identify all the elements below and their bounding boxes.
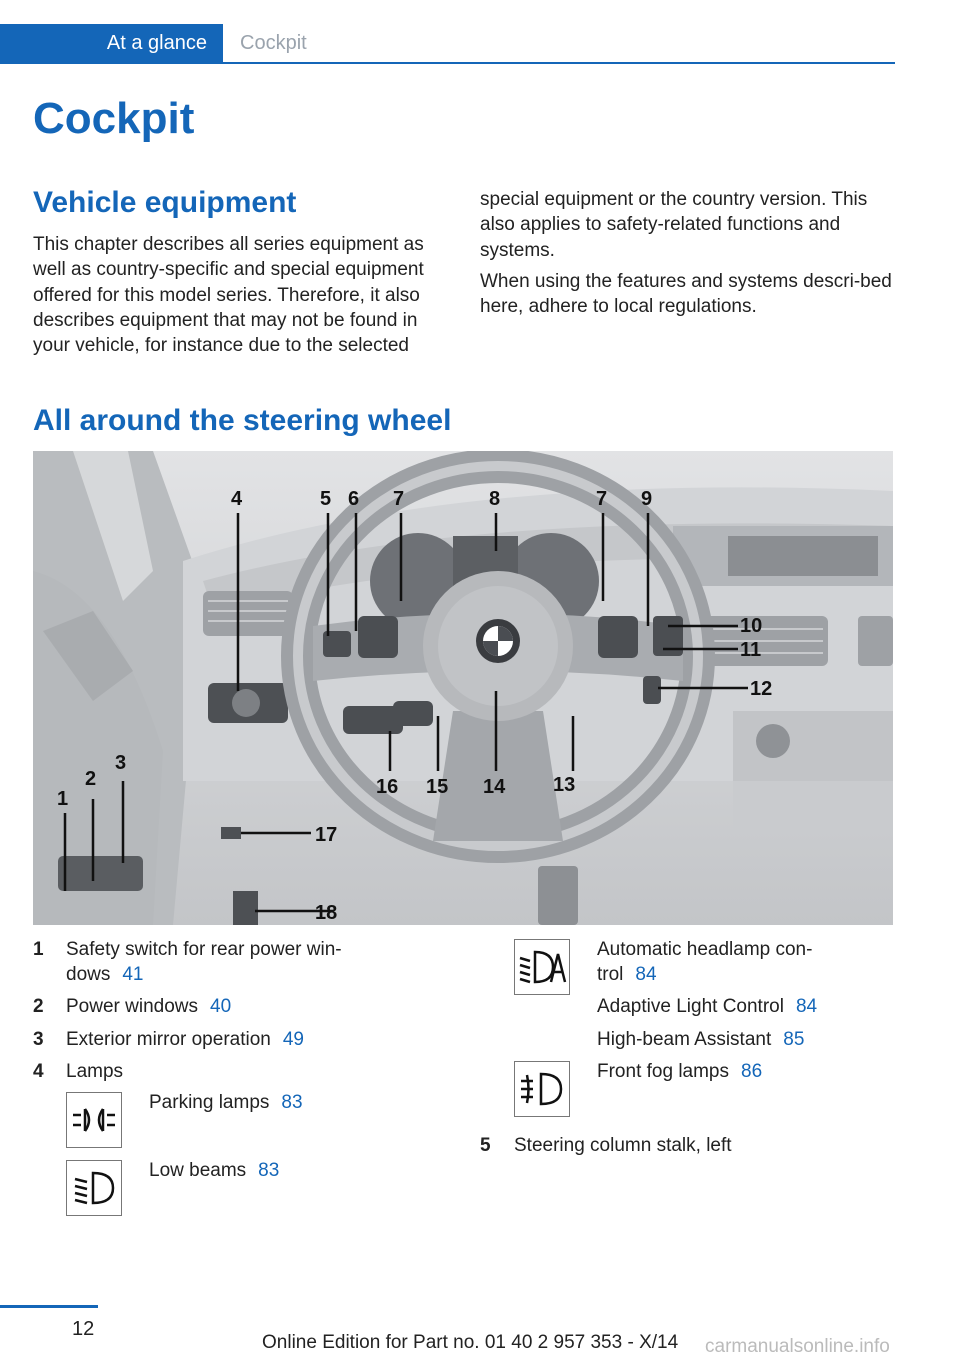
callout-16: 16 [376,776,399,798]
item-1-label-cont [66,964,144,986]
high-beam-page-link[interactable]: 85 [783,1029,805,1050]
fog-lamps-row [597,1061,762,1083]
item-1-number: 1 [33,939,44,960]
low-beams-row [149,1160,279,1182]
item-2-page-link[interactable]: 40 [210,996,232,1017]
item-5-label: Steering column stalk, left [514,1135,732,1156]
item-5-number: 5 [480,1135,491,1156]
callout-17: 17 [315,824,338,846]
callout-14: 14 [483,776,506,798]
callout-18: 18 [315,902,338,924]
parking-lamps-page-link[interactable]: 83 [281,1092,303,1113]
auto-headlamp-label-line2: trol [597,964,624,985]
item-3-label: Exterior mirror operation [66,1029,271,1050]
item-1-label: Safety switch for rear power win- [66,939,342,960]
chapter-header [0,24,895,64]
fog-lamps-label: Front fog lamps [597,1061,729,1082]
callout-4: 4 [231,488,243,510]
callout-8: 8 [489,488,501,510]
item-3-row [66,1029,304,1051]
page-number: 12 [72,1318,95,1340]
callout-5: 5 [320,488,332,510]
fog-lamps-page-link[interactable]: 86 [741,1061,763,1082]
low-beams-page-link[interactable]: 83 [258,1160,280,1181]
callout-1: 1 [57,788,69,810]
callout-11: 11 [740,639,762,661]
auto-headlamp-row [597,964,657,986]
parking-lamps-row [149,1092,303,1114]
vehicle-equipment-text-col1: This chapter describes all series equipment as well as country-specific and special equipment offered for this model series. Therefore, it also describes equipment that may not be found in your vehicle, for instance due to the selected [33,234,424,357]
adaptive-light-page-link[interactable]: 84 [795,996,818,1017]
section-heading-steering-wheel: All around the steering wheel [33,404,452,437]
callout-7-left: 7 [393,488,405,510]
tab-at-a-glance[interactable]: At a glance [0,24,223,62]
vehicle-equipment-text-col2a: special equipment or the country version. This also applies to safety-related functions and systems. [480,189,868,261]
front-fog-lamps-icon [514,1061,570,1117]
automatic-headlamp-icon [514,939,570,995]
item-4-number: 4 [33,1061,44,1082]
item-3-page-link[interactable]: 49 [282,1029,304,1050]
edition-text: Online Edition for Part no. 01 40 2 957 353 - X/14 [262,1332,679,1353]
item-1-label-line2: dows [66,964,111,985]
callout-6: 6 [348,488,360,510]
callout-15: 15 [426,776,449,798]
page-title: Cockpit [33,94,195,143]
callout-10: 10 [740,615,763,637]
callout-7-right: 7 [596,488,608,510]
cockpit-illustration [33,451,893,925]
item-2-number: 2 [33,996,44,1017]
callout-2: 2 [85,768,97,790]
watermark: carmanualsonline.info [705,1336,890,1357]
auto-headlamp-label: Automatic headlamp con- [597,939,813,960]
section-heading-vehicle-equipment: Vehicle equipment [33,186,297,219]
item-2-label: Power windows [66,996,198,1017]
item-2-row [66,996,231,1018]
vehicle-equipment-text-col2b: When using the features and systems descri-bed here, adhere to local regulations. [480,271,892,318]
callout-3: 3 [115,752,127,774]
adaptive-light-row [597,996,817,1018]
footer-rule [0,1305,98,1308]
callout-12: 12 [750,678,773,700]
low-beams-label: Low beams [149,1160,247,1181]
auto-headlamp-page-link[interactable]: 84 [635,964,657,985]
item-1-page-link[interactable]: 41 [122,964,144,985]
adaptive-light-label: Adaptive Light Control [597,996,784,1017]
high-beam-row [597,1029,804,1051]
item-4-label: Lamps [66,1061,124,1082]
parking-lamps-icon [66,1092,122,1148]
high-beam-label: High-beam Assistant [597,1029,772,1050]
callout-13: 13 [553,774,576,796]
low-beams-icon [66,1160,122,1216]
item-3-number: 3 [33,1029,44,1050]
tab-cockpit[interactable]: Cockpit [240,32,307,54]
parking-lamps-label: Parking lamps [149,1092,270,1113]
callout-9: 9 [641,488,653,510]
